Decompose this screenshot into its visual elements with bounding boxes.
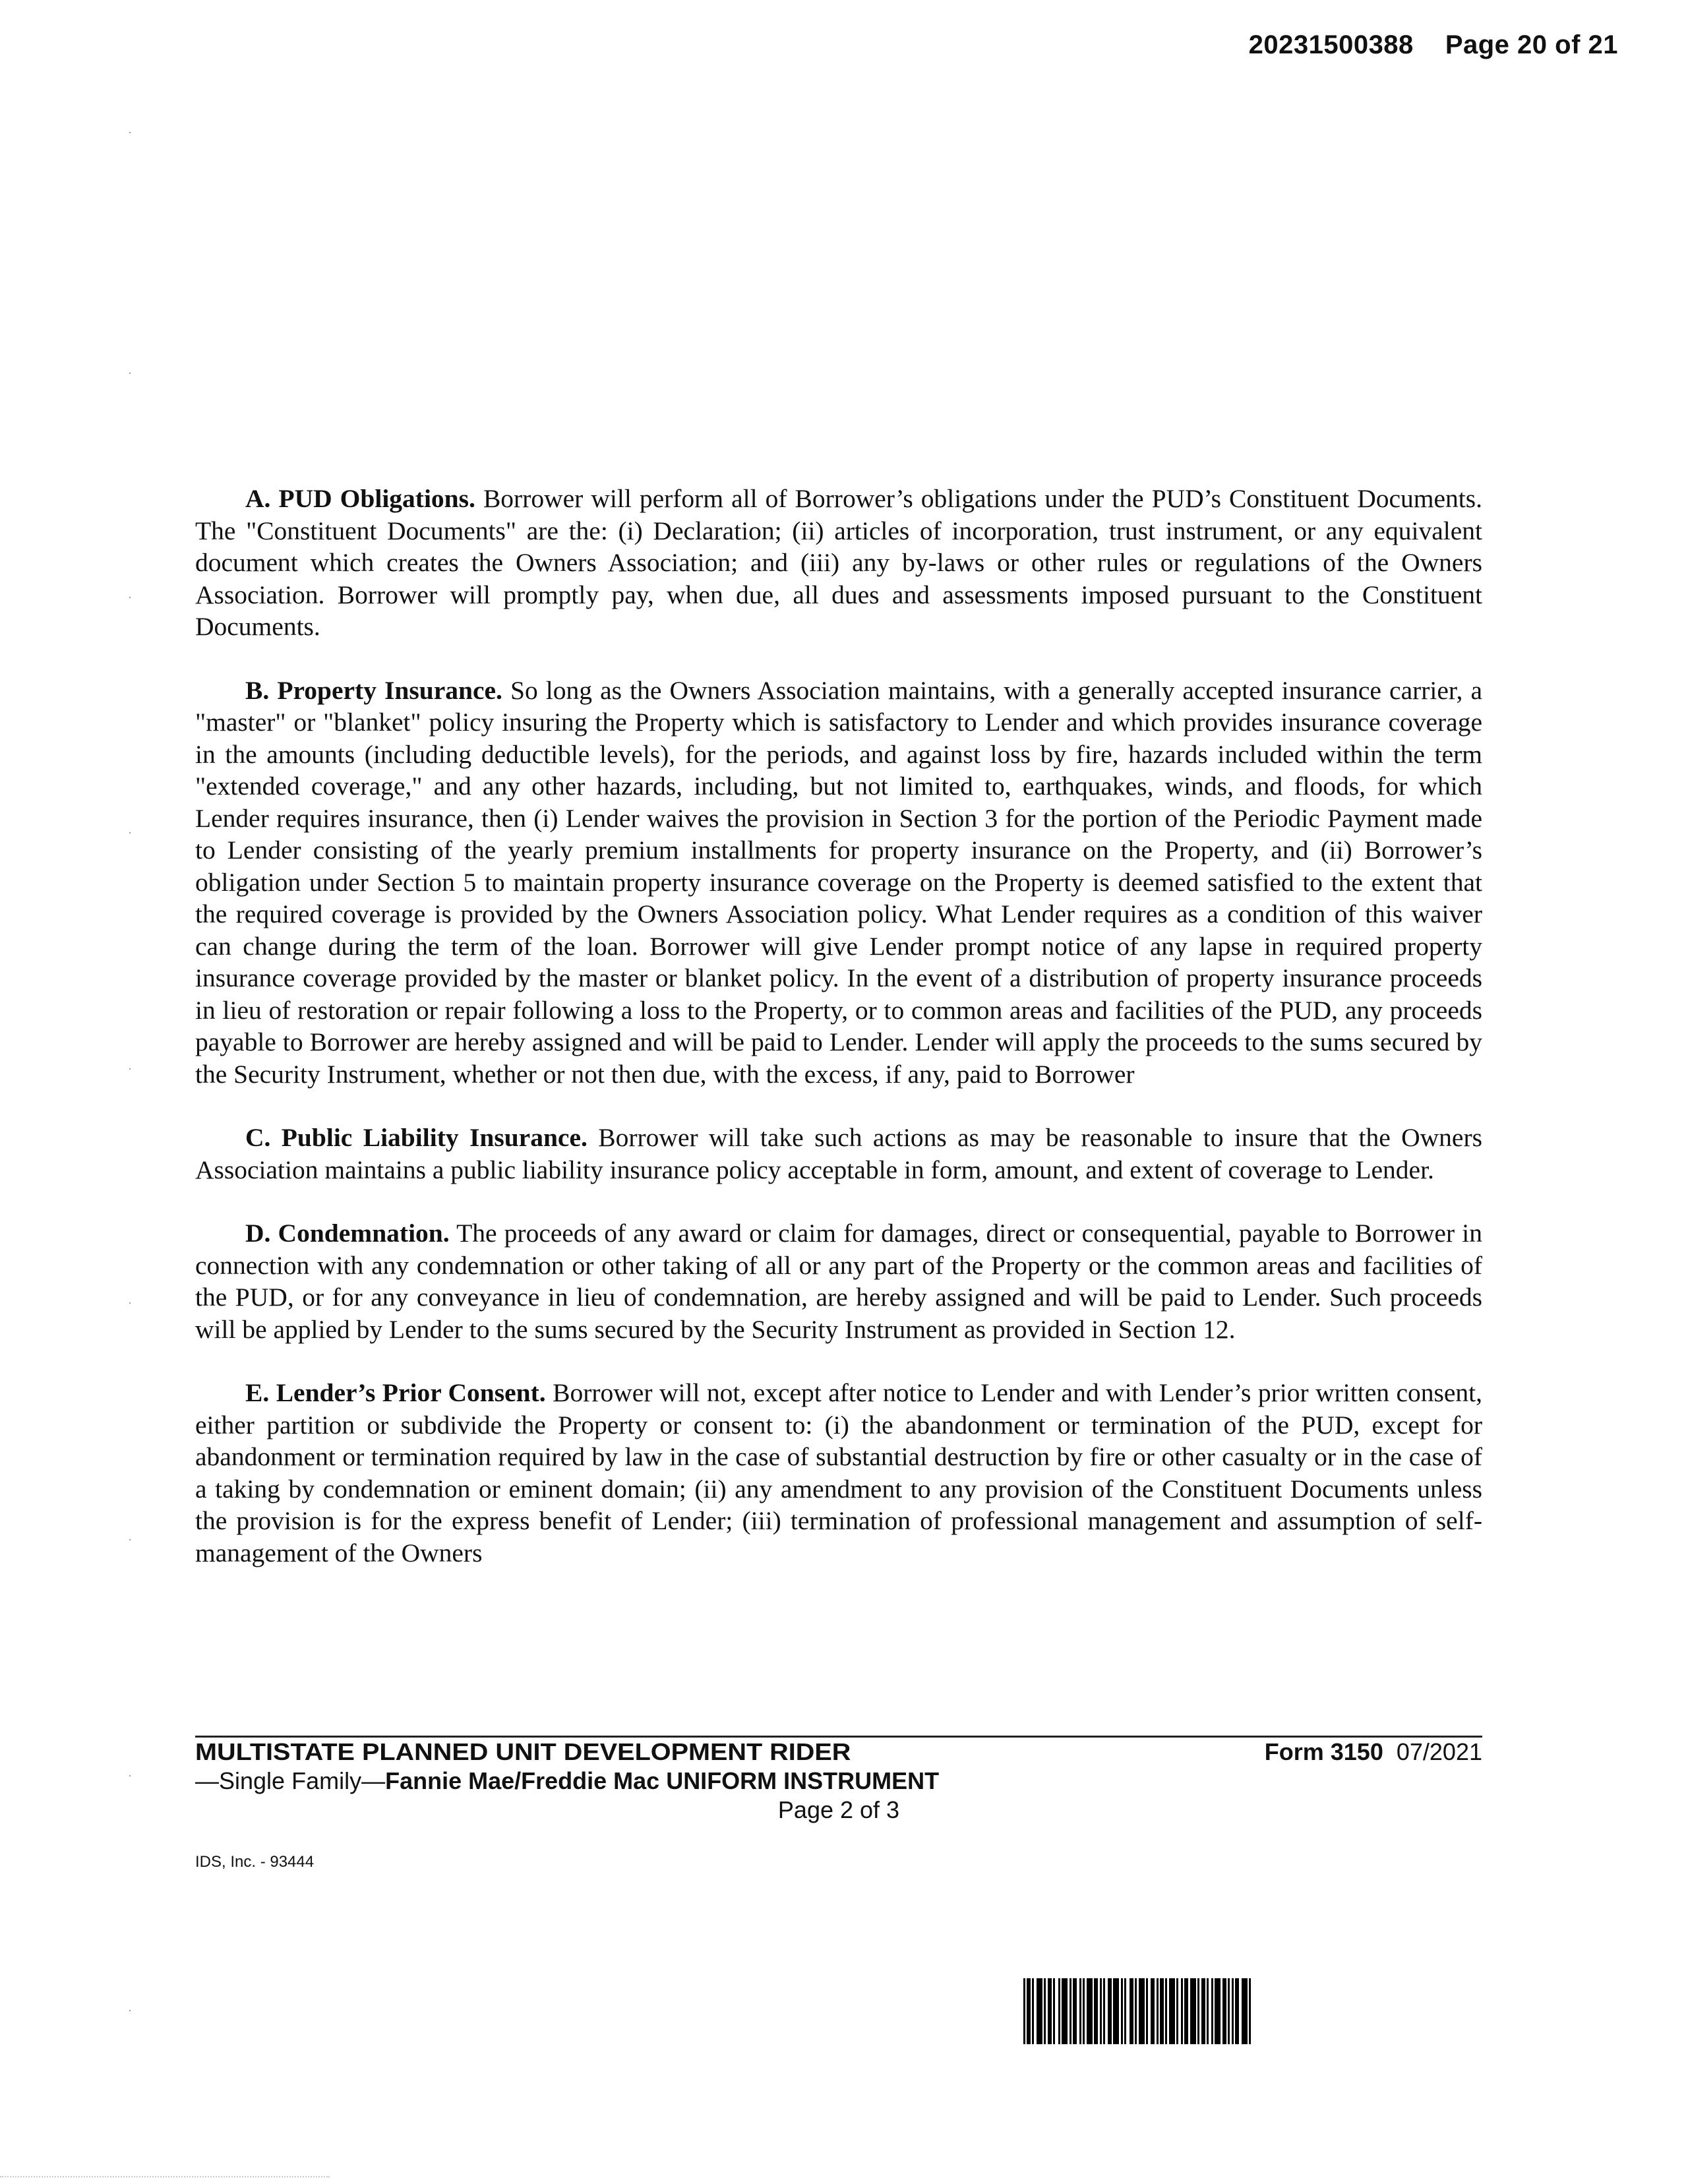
barcode-bar bbox=[1108, 1978, 1112, 2044]
barcode-bar bbox=[1146, 1978, 1148, 2044]
barcode-bar bbox=[1160, 1978, 1164, 2044]
barcode-bar bbox=[1037, 1978, 1042, 2044]
barcode-bar bbox=[1023, 1978, 1025, 2044]
section-a-pud-obligations bbox=[195, 483, 1482, 643]
section-text: Borrower will take such actions as may be reasonable to insure that the Owners Association maintains a public liability insurance policy acceptable in form, amount, and extent of coverage to Lender. bbox=[195, 1123, 1482, 1184]
form-subtitle-prefix: —Single Family— bbox=[195, 1767, 386, 1794]
barcode-bar bbox=[1181, 1978, 1183, 2044]
section-text: The proceeds of any award or claim for damages, direct or consequential, payable to Borrower in connection with any condemnation or other taking of all or any part of the Property or the common areas and facilities of the PUD, or for any conveyance in lieu of condemnation, are hereby assigned and will be paid to Lender. Such proceeds will be applied by Lender to the sums secured by the Security Instrument as provided in Section 12. bbox=[195, 1219, 1482, 1344]
margin-mark bbox=[129, 1068, 131, 1070]
barcode-bar bbox=[1215, 1978, 1221, 2044]
rider-body bbox=[195, 483, 1482, 1600]
barcode-bar bbox=[1103, 1978, 1105, 2044]
margin-mark bbox=[129, 132, 131, 133]
barcode-bar bbox=[1249, 1978, 1251, 2044]
form-number bbox=[1265, 1738, 1482, 1767]
barcode-bar bbox=[1113, 1978, 1119, 2044]
barcode-bar bbox=[1201, 1978, 1205, 2044]
margin-mark bbox=[129, 1302, 131, 1304]
section-heading: B. Property Insurance. bbox=[245, 675, 502, 705]
barcode-bar bbox=[1073, 1978, 1077, 2044]
section-text: So long as the Owners Association maintains, with a generally accepted insurance carrier, a "master" or "blanket" policy insuring the Property which is satisfactory to Lender and which provides insurance coverage in the amounts (including deductible levels), for the periods, and against loss by fire, hazards included within the term "extended coverage," and any other hazards, including, but not limited to, earthquakes, winds, and floods, for which Lender requires insurance, then (i) Lender waives the provision in Section 3 for the portion of the Periodic Payment made to Lender consisting of the yearly premium installments for property insurance on the Property, and (ii) Borrower’s obligation under Section 5 to maintain property insurance coverage on the Property is deemed satisfied to the extent that the required coverage is provided by the Owners Association policy. What Lender requires as a condition of this waiver can change during the term of the loan. Borrower will give Lender prompt notice of any lapse in required property insurance coverage provided by the master or blanket policy. In the event of a distribution of property insurance proceeds in lieu of restoration or repair following a loss to the Property, or to common areas and facilities of the PUD, any proceeds payable to Borrower are hereby assigned and will be paid to Lender. Lender will apply the proceeds to the sums secured by the Security Instrument, whether or not then due, with the excess, if any, paid to Borrower bbox=[195, 675, 1482, 1089]
barcode-bar bbox=[1242, 1978, 1248, 2044]
barcode-bar bbox=[1048, 1978, 1052, 2044]
document-number: 20231500388 bbox=[1248, 30, 1414, 59]
section-text: Borrower will not, except after notice to Lender and with Lender’s prior written consent, either partition or subdivide the Property or consent to: (i) the abandonment or termination of the PUD, except for abandonment or termination required by law in the case of substantial destruction by fire or other casualty or in the case of a taking by condemnation or eminent domain; (ii) any amendment to any provision of the Constituent Documents unless the provision is for the express benefit of Lender; (iii) termination of professional management and assumption of self-management of the Owners bbox=[195, 1378, 1483, 1567]
barcode-bar bbox=[1165, 1978, 1167, 2044]
barcode-bar bbox=[1222, 1978, 1226, 2044]
barcode-bar bbox=[1070, 1978, 1071, 2044]
barcode-bar bbox=[1124, 1978, 1126, 2044]
barcode bbox=[1023, 1978, 1477, 2044]
barcode-bar bbox=[1235, 1978, 1239, 2044]
margin-mark bbox=[129, 1775, 131, 1776]
section-c-public-liability bbox=[195, 1122, 1482, 1186]
barcode-bar bbox=[1121, 1978, 1123, 2044]
barcode-bar bbox=[1197, 1978, 1199, 2044]
barcode-bar bbox=[1053, 1978, 1055, 2044]
section-e-lenders-prior-consent bbox=[195, 1377, 1482, 1569]
barcode-bar bbox=[1232, 1978, 1234, 2044]
page-indicator: Page 20 of 21 bbox=[1445, 30, 1618, 59]
margin-mark bbox=[129, 373, 131, 374]
form-title: MULTISTATE PLANNED UNIT DEVELOPMENT RIDER bbox=[195, 1738, 851, 1765]
form-number-label: Form 3150 bbox=[1264, 1738, 1383, 1765]
section-heading: D. Condemnation. bbox=[245, 1219, 450, 1248]
form-page-number: Page 2 of 3 bbox=[777, 1796, 900, 1823]
barcode-bar bbox=[1157, 1978, 1159, 2044]
barcode-bar bbox=[1094, 1978, 1098, 2044]
form-footer bbox=[195, 1736, 1482, 1825]
document-id-header bbox=[1249, 30, 1618, 60]
margin-mark bbox=[129, 832, 131, 834]
section-heading: C. Public Liability Insurance. bbox=[245, 1123, 588, 1152]
barcode-bar bbox=[1135, 1978, 1137, 2044]
barcode-bar bbox=[1184, 1978, 1188, 2044]
barcode-bar bbox=[1032, 1978, 1034, 2044]
margin-mark bbox=[129, 597, 131, 598]
barcode-bar bbox=[1079, 1978, 1081, 2044]
form-date: 07/2021 bbox=[1396, 1738, 1482, 1765]
barcode-bar bbox=[1062, 1978, 1068, 2044]
form-subtitle: Fannie Mae/Freddie Mac UNIFORM INSTRUMENT bbox=[385, 1767, 940, 1794]
barcode-bar bbox=[1083, 1978, 1085, 2044]
barcode-bar bbox=[1190, 1978, 1196, 2044]
barcode-bar bbox=[1087, 1978, 1093, 2044]
barcode-bar bbox=[1058, 1978, 1060, 2044]
barcode-bar bbox=[1130, 1978, 1133, 2044]
barcode-bar bbox=[1176, 1978, 1178, 2044]
barcode-bar bbox=[1151, 1978, 1155, 2044]
barcode-bar bbox=[1044, 1978, 1046, 2044]
barcode-bar bbox=[1211, 1978, 1213, 2044]
vendor-code: IDS, Inc. - 93444 bbox=[195, 1853, 315, 1871]
barcode-bar bbox=[1139, 1978, 1145, 2044]
barcode-bar bbox=[1027, 1978, 1031, 2044]
section-d-condemnation bbox=[195, 1217, 1482, 1345]
scan-edge-line bbox=[0, 2176, 330, 2177]
section-heading: E. Lender’s Prior Consent. bbox=[245, 1378, 546, 1407]
margin-mark bbox=[129, 1539, 131, 1540]
barcode-bar bbox=[1169, 1978, 1175, 2044]
barcode-bar bbox=[1228, 1978, 1230, 2044]
section-heading: A. PUD Obligations. bbox=[245, 484, 475, 513]
section-text: Borrower will perform all of Borrower’s obligations under the PUD’s Constituent Documents. The "Constituent Documents" are the: (i) Declaration; (ii) articles of incorporation, trust instrument, or any equivalent document which creates the Owners Association; and (iii) any by-laws or other rules or regulations of the Owners Association. Borrower will promptly pay, when due, all dues and assessments imposed pursuant to the Constituent Documents. bbox=[195, 484, 1482, 641]
barcode-bar bbox=[1100, 1978, 1102, 2044]
margin-mark bbox=[129, 2010, 131, 2011]
section-b-property-insurance bbox=[195, 675, 1482, 1091]
barcode-bar bbox=[1207, 1978, 1209, 2044]
